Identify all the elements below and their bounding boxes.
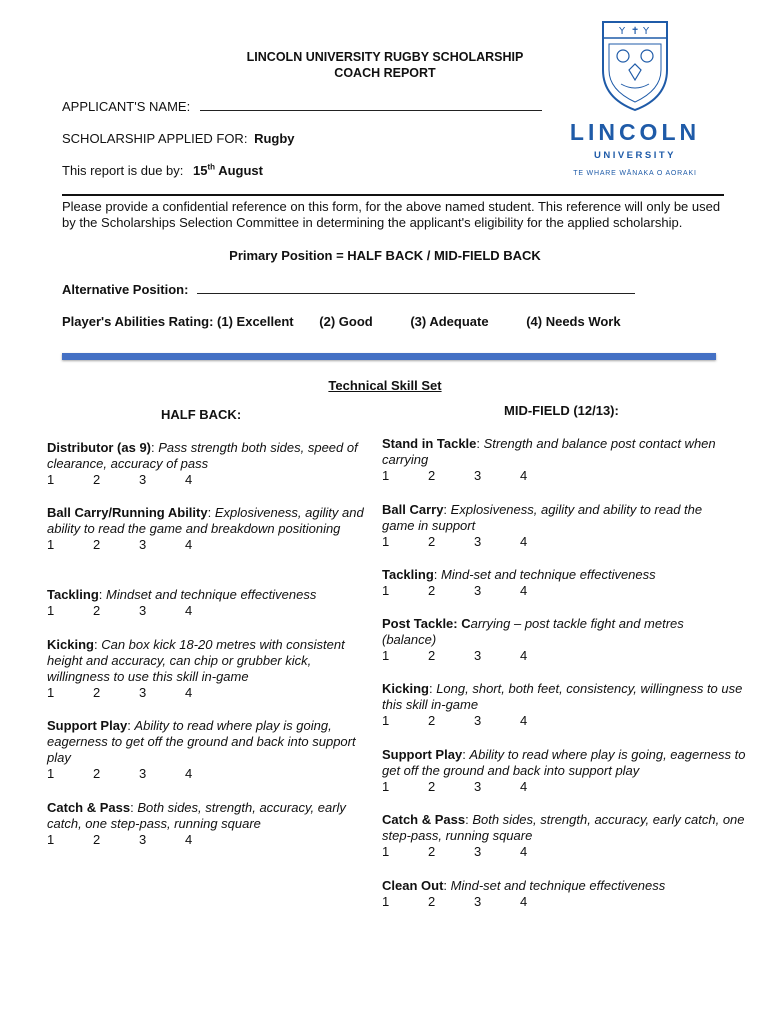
rating-options	[47, 603, 367, 619]
logo-university: UNIVERSITY	[593, 150, 676, 161]
rating-2[interactable]: 2	[428, 844, 436, 859]
rating-1[interactable]: 1	[47, 472, 55, 487]
mid-field-skill	[382, 616, 727, 664]
rating-1[interactable]: 1	[382, 648, 390, 663]
rating-4[interactable]: 4	[520, 534, 528, 549]
rating-1[interactable]: 1	[47, 603, 55, 618]
skill-description: Pass strength both sides, speed of clearance, accuracy of pass	[47, 440, 358, 471]
rating-1[interactable]: 1	[382, 894, 390, 909]
rating-3[interactable]: 3	[474, 894, 482, 909]
skill-description: Both sides, strength, accuracy, early catch, one step-pass, running square	[47, 800, 346, 831]
alternative-position-row	[62, 281, 635, 298]
rating-1[interactable]: 1	[382, 713, 390, 728]
rating-options	[382, 894, 742, 910]
rating-4[interactable]: 4	[520, 648, 528, 663]
half-back-skill: Ball Carry/Running Ability: Explosiveness, agility and ability to read the game and breakdown positioning 1 2 3 4	[47, 505, 364, 552]
skill-description: Mind-set and technique effectiveness	[450, 878, 666, 893]
skill-name: Support Play	[382, 747, 463, 762]
technical-skill-set-heading: Technical Skill Set	[328, 378, 442, 393]
rating-4[interactable]: 4	[520, 583, 528, 598]
rating-2[interactable]: 2	[93, 537, 101, 552]
svg-text:✝: ✝	[631, 26, 640, 37]
skill-name: Post Tackle: C	[382, 616, 471, 631]
rating-options	[47, 472, 367, 488]
rating-4[interactable]: 4	[185, 537, 193, 552]
rating-options	[47, 832, 347, 848]
rating-options	[382, 534, 732, 550]
scholarship-value: Rugby	[254, 131, 295, 146]
rating-4[interactable]: 4	[185, 832, 193, 847]
rating-2[interactable]: 2	[93, 766, 101, 781]
mid-field-skill: Tackling: Mind-set and technique effectiveness 1 2 3 4	[382, 567, 722, 599]
rating-options	[382, 648, 727, 664]
due-label: This report is due by:	[62, 163, 184, 178]
due-day: 15	[193, 163, 208, 178]
alternative-position-label: Alternative Position:	[62, 282, 189, 297]
skill-name: Tackling	[47, 587, 99, 602]
skill-name: Clean Out	[382, 878, 444, 893]
rating-options	[382, 713, 747, 729]
rating-options	[382, 468, 747, 484]
rating-options	[47, 537, 365, 553]
rating-2[interactable]: 2	[428, 779, 436, 794]
rating-2[interactable]: 2	[93, 603, 101, 618]
rating-3[interactable]: 3	[474, 779, 482, 794]
rating-options	[382, 779, 747, 795]
rating-1[interactable]: 1	[382, 779, 390, 794]
applicant-name-row	[62, 98, 542, 115]
due-suffix: th	[207, 162, 216, 172]
svg-text:Y: Y	[643, 26, 650, 37]
title-line-1: LINCOLN UNIVERSITY RUGBY SCHOLARSHIP	[246, 50, 524, 64]
half-back-skill: Kicking: Can box kick 18-20 metres with consistent height and accuracy, can chip or grubber kick, willingness to use this skill in-game 1 2 3 4	[47, 637, 359, 701]
skill-name: Kicking	[382, 681, 429, 696]
rating-1[interactable]: 1	[47, 537, 55, 552]
rating-scale-row	[62, 314, 621, 330]
rating-1[interactable]: 1	[382, 583, 390, 598]
rating-2[interactable]: 2	[428, 894, 436, 909]
rating-options	[47, 685, 359, 701]
rating-4[interactable]: 4	[520, 844, 528, 859]
skill-name: Ball Carry	[382, 502, 444, 517]
header-divider	[62, 194, 724, 196]
rating-2[interactable]: 2	[428, 648, 436, 663]
mid-field-skill: Stand in Tackle: Strength and balance post contact when carrying 1 2 3 4	[382, 436, 747, 484]
scholarship-row	[62, 131, 295, 147]
due-date-row	[62, 163, 263, 179]
skill-name: Catch & Pass	[47, 800, 131, 815]
rating-1[interactable]: 1	[382, 534, 390, 549]
rating-4[interactable]: 4	[520, 894, 528, 909]
mid-field-skill: Catch & Pass: Both sides, strength, accuracy, early catch, one step-pass, running square 1 2 3 4	[382, 812, 750, 860]
skill-name: Tackling	[382, 567, 434, 582]
skill-description: Ability to read where play is going, eagerness to get off the ground and back into support play	[47, 718, 356, 765]
rating-3[interactable]: 3	[139, 766, 147, 781]
mid-field-skill: Clean Out: Mind-set and technique effectiveness 1 2 3 4	[382, 878, 742, 910]
rating-1[interactable]: 1	[47, 832, 55, 847]
rating-3[interactable]: 3	[474, 713, 482, 728]
skill-description: Can box kick 18-20 metres with consistent height and accuracy, can chip or grubber kick, willingness to use this skill in-game	[47, 637, 345, 684]
rating-2[interactable]: 2	[428, 534, 436, 549]
rating-3[interactable]: 3	[139, 603, 147, 618]
rating-4[interactable]: 4	[185, 766, 193, 781]
lincoln-university-logo	[568, 18, 702, 177]
skill-description: Mind-set and technique effectiveness	[441, 567, 656, 582]
alternative-position-field[interactable]	[197, 281, 635, 294]
rating-3[interactable]: 3	[474, 844, 482, 859]
rating-3[interactable]: 3	[139, 685, 147, 700]
rating-2[interactable]: 2	[93, 832, 101, 847]
svg-text:Y: Y	[619, 26, 626, 37]
skill-description: Strength and balance post contact when carrying	[382, 436, 716, 467]
due-date	[193, 163, 263, 178]
rating-options	[47, 766, 357, 782]
mid-field-skill: Support Play: Ability to read where play is going, eagerness to get off the ground and back into support play 1 2 3 4	[382, 747, 746, 794]
skill-description: Mindset and technique effectiveness	[106, 587, 317, 602]
rating-3[interactable]: 3	[139, 472, 147, 487]
crest-icon	[599, 18, 671, 112]
rating-1[interactable]: 1	[47, 766, 55, 781]
rating-excellent: Player's Abilities Rating: (1) Excellent	[62, 314, 294, 329]
scholarship-label: SCHOLARSHIP APPLIED FOR:	[62, 131, 248, 146]
half-back-skill: Tackling: Mindset and technique effectiveness 1 2 3 4	[47, 587, 367, 619]
rating-4[interactable]: 4	[185, 603, 193, 618]
skill-description: arrying – post tackle fight and metres (balance)	[382, 616, 684, 647]
rating-needs-work: (4) Needs Work	[526, 314, 621, 329]
skill-name: Support Play	[47, 718, 128, 733]
rating-3[interactable]: 3	[139, 832, 147, 847]
skill-name: Kicking	[47, 637, 94, 652]
intro-paragraph: Please provide a confidential reference on this form, for the above named student. This reference will only be used by the Scholarships Selection Committee in determining the applicant's eligibility for the applied scholarship.	[62, 199, 721, 230]
skill-name: Catch & Pass	[382, 812, 466, 827]
rating-4[interactable]: 4	[520, 468, 528, 483]
skill-description: Explosiveness, agility and ability to read the game and breakdown positioning	[47, 505, 364, 536]
rating-4[interactable]: 4	[185, 685, 193, 700]
rating-1[interactable]: 1	[47, 685, 55, 700]
rating-2[interactable]: 2	[428, 583, 436, 598]
title-line-2: COACH REPORT	[334, 66, 436, 80]
section-divider	[62, 353, 716, 360]
half-back-skill: Support Play: Ability to read where play is going, eagerness to get off the ground and back into support play 1 2 3 4	[47, 718, 356, 781]
skill-description: Ability to read where play is going, eagerness to get off the ground and back into support play	[382, 747, 746, 778]
mid-field-heading: MID-FIELD (12/13):	[504, 403, 619, 418]
rating-2[interactable]: 2	[93, 685, 101, 700]
rating-1[interactable]: 1	[382, 468, 390, 483]
applicant-name-label: APPLICANT'S NAME:	[62, 99, 191, 114]
skill-description: Long, short, both feet, consistency, willingness to use this skill in-game	[382, 681, 743, 712]
rating-4[interactable]: 4	[520, 779, 528, 794]
rating-2[interactable]: 2	[93, 472, 101, 487]
half-back-heading: HALF BACK:	[161, 407, 242, 422]
rating-4[interactable]: 4	[185, 472, 193, 487]
half-back-skill: Catch & Pass: Both sides, strength, accuracy, early catch, one step-pass, running square 1 2 3 4	[47, 800, 346, 847]
skill-name: Ball Carry/Running Ability	[47, 505, 208, 520]
rating-4[interactable]: 4	[520, 713, 528, 728]
logo-name: LINCOLN	[569, 119, 701, 145]
skill-name: Distributor (as 9)	[47, 440, 152, 455]
due-month: August	[218, 163, 263, 178]
mid-field-skill: Ball Carry: Explosiveness, agility and ability to read the game in support 1 2 3 4	[382, 502, 732, 550]
rating-3[interactable]: 3	[474, 648, 482, 663]
rating-2[interactable]: 2	[428, 468, 436, 483]
rating-2[interactable]: 2	[428, 713, 436, 728]
half-back-skill: Distributor (as 9): Pass strength both sides, speed of clearance, accuracy of pass 1 2 3 4	[47, 440, 367, 488]
logo-tagline: TE WHARE WĀNAKA O AORAKI	[573, 170, 697, 177]
rating-good: (2) Good	[319, 314, 373, 329]
rating-adequate: (3) Adequate	[410, 314, 489, 329]
rating-1[interactable]: 1	[382, 844, 390, 859]
rating-3[interactable]: 3	[474, 583, 482, 598]
rating-3[interactable]: 3	[474, 468, 482, 483]
primary-position: Primary Position = HALF BACK / MID-FIELD BACK	[229, 248, 541, 263]
rating-options	[382, 844, 750, 860]
skill-description: Explosiveness, agility and ability to read the game in support	[382, 502, 703, 533]
skill-description: Both sides, strength, accuracy, early catch, one step-pass, running square	[382, 812, 745, 843]
mid-field-skill: Kicking: Long, short, both feet, consistency, willingness to use this skill in-game 1 2 3 4	[382, 681, 747, 729]
applicant-name-field[interactable]	[200, 98, 542, 111]
skill-name: Stand in Tackle	[382, 436, 477, 451]
rating-options	[382, 583, 722, 599]
rating-3[interactable]: 3	[139, 537, 147, 552]
rating-3[interactable]: 3	[474, 534, 482, 549]
